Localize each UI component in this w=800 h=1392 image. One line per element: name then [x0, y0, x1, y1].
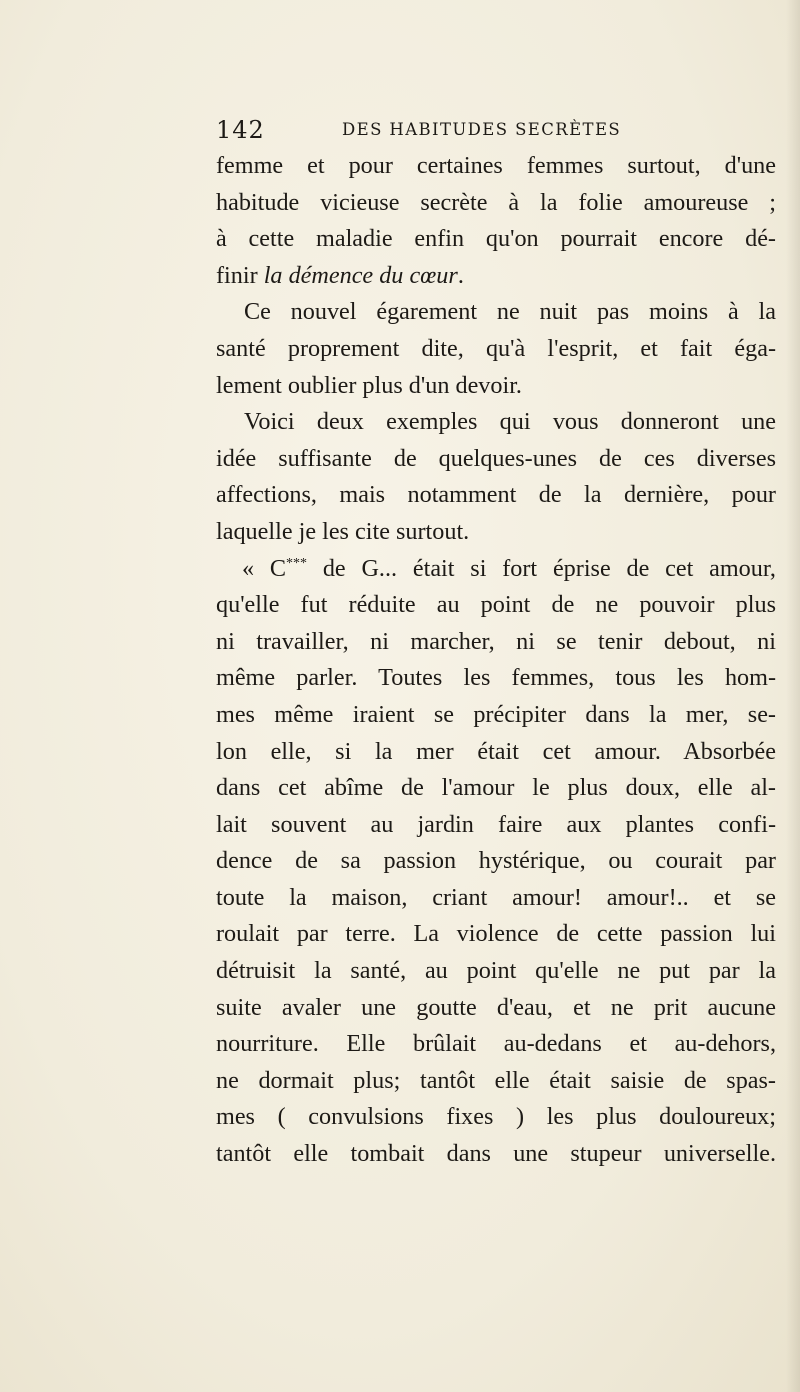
text-line	[216, 148, 776, 185]
text-fragment: suite avaler une goutte d'eau, et ne prit aucune	[216, 993, 776, 1021]
text-fragment: mes même iraient se précipiter dans la mer, se-	[216, 700, 776, 728]
text-fragment: ne dormait plus; tantôt elle était saisie de spas-	[216, 1066, 776, 1094]
text-fragment: Voici deux exemples qui vous donneront une	[244, 408, 776, 436]
text-line	[216, 1099, 776, 1136]
text-fragment: « C	[242, 554, 287, 582]
text-fragment: finir	[216, 261, 264, 289]
text-line	[216, 1063, 776, 1100]
text-fragment: .	[457, 261, 464, 289]
text-line	[216, 953, 776, 990]
text-line	[216, 258, 776, 295]
text-line	[216, 331, 776, 368]
page-number: 142	[216, 116, 265, 144]
body-text	[216, 148, 776, 1173]
text-fragment: nourriture. Elle brûlait au-dedans et au-dehors,	[216, 1030, 776, 1058]
text-line	[216, 770, 776, 807]
text-line	[216, 185, 776, 222]
text-fragment: habitude vicieuse secrète à la folie amoureuse ;	[216, 188, 776, 216]
italic-text: la démence du cœur	[263, 261, 458, 289]
text-line	[216, 807, 776, 844]
text-line	[216, 441, 776, 478]
text-fragment: dans cet abîme de l'amour le plus doux, elle al-	[216, 774, 776, 802]
text-line	[216, 477, 776, 514]
text-fragment: tantôt elle tombait dans une stupeur universelle.	[216, 1140, 776, 1168]
page-header	[216, 116, 772, 146]
page-edge-shadow	[786, 0, 800, 1392]
text-fragment: de G... était si fort éprise de cet amour,	[307, 554, 776, 582]
text-fragment: dence de sa passion hystérique, ou courait par	[216, 847, 776, 875]
text-fragment: lon elle, si la mer était cet amour. Absorbée	[216, 737, 776, 765]
text-line	[216, 697, 776, 734]
superscript-text: ***	[286, 555, 308, 571]
text-line	[216, 1136, 776, 1173]
text-fragment: qu'elle fut réduite au point de ne pouvoir plus	[216, 591, 776, 619]
text-fragment: Ce nouvel égarement ne nuit pas moins à la	[244, 298, 776, 326]
text-fragment: détruisit la santé, au point qu'elle ne put par la	[216, 957, 776, 985]
text-fragment: même parler. Toutes les femmes, tous les hom-	[216, 664, 776, 692]
text-fragment: mes ( convulsions fixes ) les plus douloureux;	[216, 1103, 776, 1131]
text-line	[216, 734, 776, 771]
text-line	[216, 660, 776, 697]
text-fragment: laquelle je les cite surtout.	[216, 517, 470, 545]
text-fragment: lement oublier plus d'un devoir.	[216, 371, 522, 399]
text-line	[216, 404, 776, 441]
text-line	[216, 221, 776, 258]
text-line	[216, 294, 776, 331]
text-line	[216, 916, 776, 953]
text-line	[216, 368, 776, 405]
text-line	[216, 551, 776, 588]
text-line	[216, 587, 776, 624]
text-line	[216, 990, 776, 1027]
running-title: DES HABITUDES SECRÈTES	[342, 120, 622, 139]
text-line	[216, 843, 776, 880]
text-line	[216, 1026, 776, 1063]
text-line	[216, 880, 776, 917]
text-fragment: lait souvent au jardin faire aux plantes confi-	[216, 810, 776, 838]
text-fragment: à cette maladie enfin qu'on pourrait encore dé-	[216, 225, 776, 253]
text-fragment: femme et pour certaines femmes surtout, d'une	[216, 152, 776, 179]
text-line	[216, 624, 776, 661]
text-fragment: santé proprement dite, qu'à l'esprit, et fait éga-	[216, 334, 776, 362]
text-fragment: roulait par terre. La violence de cette passion lui	[216, 920, 776, 948]
text-fragment: ni travailler, ni marcher, ni se tenir debout, ni	[216, 627, 776, 655]
text-fragment: toute la maison, criant amour! amour!.. et se	[216, 883, 776, 911]
text-line	[216, 514, 776, 551]
text-fragment: idée suffisante de quelques-unes de ces diverses	[216, 444, 776, 472]
text-fragment: affections, mais notamment de la dernière, pour	[216, 481, 776, 509]
